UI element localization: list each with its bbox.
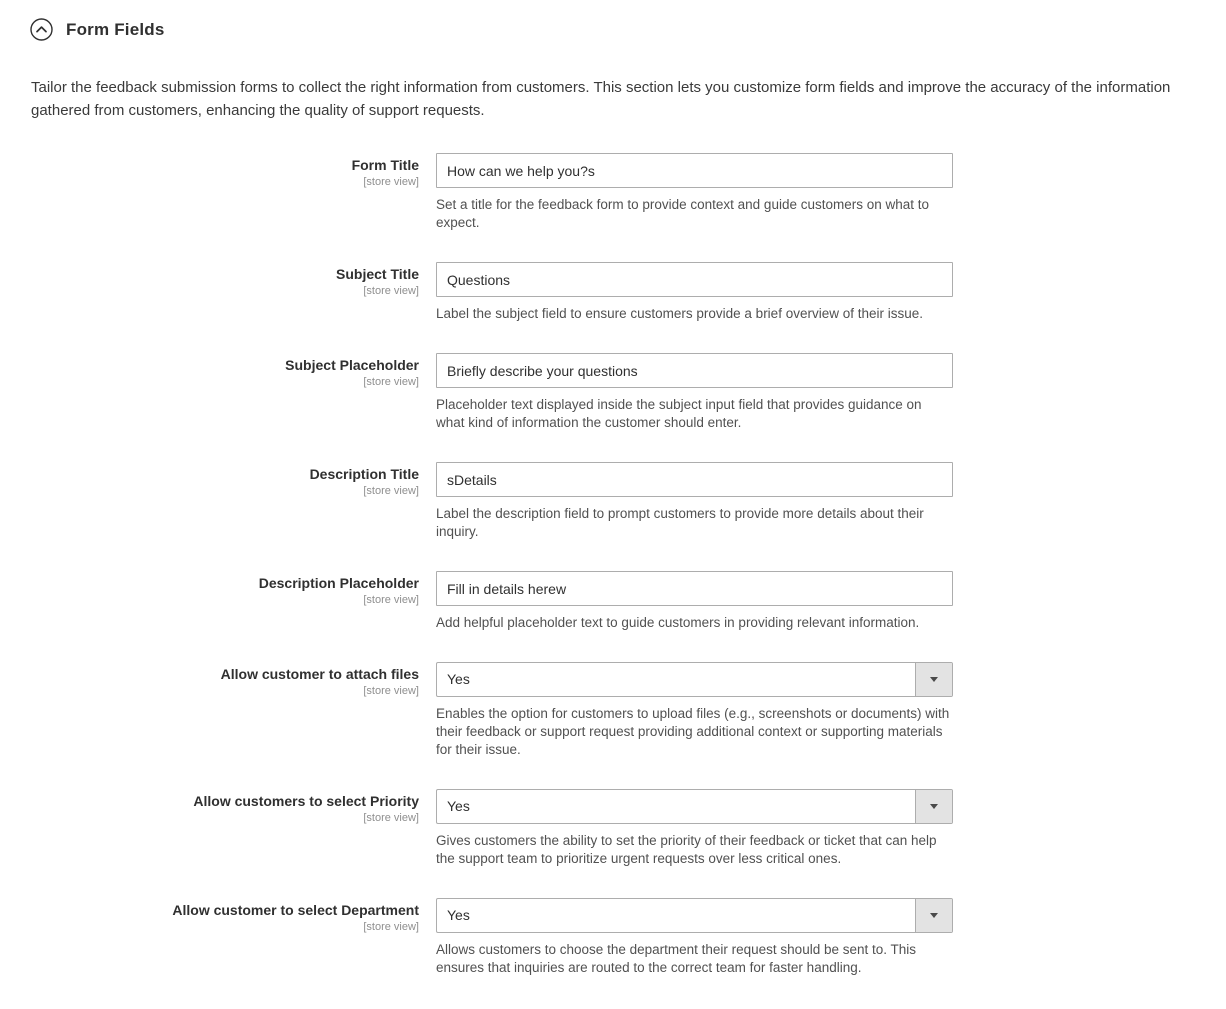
selected-option-label: Yes <box>447 798 470 814</box>
field-row-form-title <box>30 153 1226 232</box>
field-control <box>436 353 953 388</box>
field-control <box>436 462 953 497</box>
chevron-down-icon <box>915 790 952 823</box>
section-header <box>30 18 1226 41</box>
field-label: Allow customers to select Priority <box>193 793 419 809</box>
field-label: Description Placeholder <box>258 575 419 591</box>
field-scope-label: [store view] <box>363 812 419 824</box>
chevron-down-icon <box>915 663 952 696</box>
field-label: Form Title <box>351 157 419 173</box>
allow-customer-to-attach-files-select[interactable] <box>436 662 953 697</box>
collapse-section-button[interactable] <box>30 18 53 41</box>
field-control <box>436 262 953 297</box>
field-scope-label: [store view] <box>363 485 419 497</box>
field-scope-label: [store view] <box>363 921 419 933</box>
selected-option-label: Yes <box>447 671 470 687</box>
field-comment: Gives customers the ability to set the priority of their feedback or ticket that can help the support team to prioritize urgent requests over less critical ones. <box>436 833 937 866</box>
field-comment: Label the description field to prompt customers to provide more details about their inquiry. <box>436 506 924 539</box>
field-comment: Set a title for the feedback form to provide context and guide customers on what to expect. <box>436 197 930 230</box>
field-control <box>436 789 953 824</box>
subject-placeholder-input[interactable] <box>436 353 953 388</box>
field-row-description-placeholder <box>30 571 1226 632</box>
subject-title-input[interactable] <box>436 262 953 297</box>
field-row-subject-title <box>30 262 1226 323</box>
chevron-down-icon <box>915 899 952 932</box>
chevron-up-icon <box>30 18 53 41</box>
form-title-input[interactable] <box>436 153 953 188</box>
field-comment: Enables the option for customers to upload files (e.g., screenshots or documents) with their feedback or support request providing additional context or supporting materials for their issue. <box>436 706 950 757</box>
field-control <box>436 898 953 933</box>
field-scope-label: [store view] <box>363 594 419 606</box>
field-row-description-title <box>30 462 1226 541</box>
field-control <box>436 153 953 188</box>
allow-customer-to-select-department-select[interactable] <box>436 898 953 933</box>
field-row-subject-placeholder <box>30 353 1226 432</box>
field-control <box>436 662 953 697</box>
allow-customers-to-select-priority-select[interactable] <box>436 789 953 824</box>
field-row-allow-customers-to-select-priority <box>30 789 1226 868</box>
field-label: Allow customer to select Department <box>172 902 419 918</box>
field-control <box>436 571 953 606</box>
field-scope-label: [store view] <box>363 285 419 297</box>
field-label: Allow customer to attach files <box>220 666 419 682</box>
field-row-allow-customer-to-select-department <box>30 898 1226 977</box>
field-comment: Placeholder text displayed inside the subject input field that provides guidance on what kind of information the customer should enter. <box>436 397 922 430</box>
description-title-input[interactable] <box>436 462 953 497</box>
field-comment: Add helpful placeholder text to guide customers in providing relevant information. <box>436 615 920 630</box>
field-label: Subject Title <box>336 266 419 282</box>
field-comment: Label the subject field to ensure customers provide a brief overview of their issue. <box>436 306 924 321</box>
field-scope-label: [store view] <box>363 176 419 188</box>
section-description: Tailor the feedback submission forms to collect the right information from customers. This section lets you customize form fields and improve the accuracy of the information gathered from customers, enhancing the quality of support requests. <box>31 79 1171 119</box>
field-row-allow-customer-to-attach-files <box>30 662 1226 759</box>
field-scope-label: [store view] <box>363 376 419 388</box>
field-label: Subject Placeholder <box>285 357 419 373</box>
form-fields-section <box>0 18 1226 977</box>
form-fields-form <box>30 153 1226 977</box>
field-comment: Allows customers to choose the department their request should be sent to. This ensures that inquiries are routed to the correct team for faster handling. <box>436 942 917 975</box>
field-label: Description Title <box>309 466 419 482</box>
field-scope-label: [store view] <box>363 685 419 697</box>
selected-option-label: Yes <box>447 907 470 923</box>
description-placeholder-input[interactable] <box>436 571 953 606</box>
section-title: Form Fields <box>66 19 165 39</box>
